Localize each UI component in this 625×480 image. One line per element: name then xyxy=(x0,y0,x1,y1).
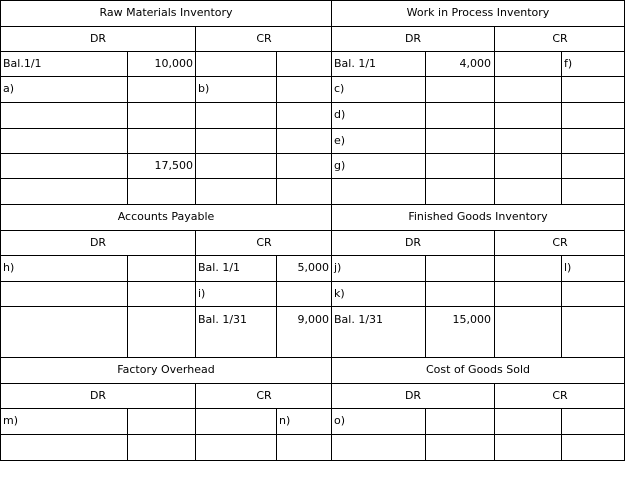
cr-header: CR xyxy=(552,389,568,402)
rule xyxy=(0,178,625,179)
rule xyxy=(494,26,495,204)
cr-entry-label: Bal. 1/31 xyxy=(198,313,248,326)
rule xyxy=(276,408,277,460)
dr-entry-label: Bal. 1/1 xyxy=(334,57,377,70)
rule xyxy=(0,230,625,231)
rule xyxy=(0,0,1,461)
rule xyxy=(276,255,277,357)
dr-entry-amount: 17,500 xyxy=(154,159,193,172)
rule xyxy=(425,408,426,460)
rule xyxy=(561,408,562,460)
rule xyxy=(127,408,128,460)
dr-entry-amount: 15,000 xyxy=(452,313,491,326)
rule xyxy=(0,51,625,52)
dr-entry-label: j) xyxy=(334,261,342,274)
rule xyxy=(0,128,625,129)
cr-entry-amount: 9,000 xyxy=(297,313,329,326)
rule xyxy=(127,51,128,204)
cr-entry-label: b) xyxy=(198,82,210,95)
account-title: Raw Materials Inventory xyxy=(99,6,233,19)
rule xyxy=(0,460,625,461)
cr-header: CR xyxy=(552,236,568,249)
rule xyxy=(331,0,332,461)
cr-entry-label: i) xyxy=(198,287,206,300)
dr-entry-label: g) xyxy=(334,159,346,172)
dr-entry-label: Bal. 1/31 xyxy=(334,313,384,326)
rule xyxy=(195,26,196,204)
cr-entry-label: Bal. 1/1 xyxy=(198,261,241,274)
dr-entry-label: h) xyxy=(3,261,15,274)
rule xyxy=(0,357,625,358)
account-title: Work in Process Inventory xyxy=(406,6,550,19)
rule xyxy=(425,255,426,357)
rule xyxy=(0,408,625,409)
account-title: Finished Goods Inventory xyxy=(408,210,548,223)
rule xyxy=(0,0,625,1)
rule xyxy=(0,255,625,256)
cr-entry-label: n) xyxy=(279,414,291,427)
rule xyxy=(0,281,625,282)
rule xyxy=(494,383,495,460)
rule xyxy=(561,255,562,357)
rule xyxy=(195,383,196,460)
rule xyxy=(0,204,625,205)
rule xyxy=(0,434,625,435)
dr-entry-label: o) xyxy=(334,414,346,427)
dr-header: DR xyxy=(89,389,107,402)
rule xyxy=(0,383,625,384)
dr-header: DR xyxy=(404,236,422,249)
cr-header: CR xyxy=(256,32,272,45)
dr-entry-amount: 10,000 xyxy=(154,57,193,70)
rule xyxy=(127,255,128,357)
dr-entry-label: a) xyxy=(3,82,15,95)
cr-entry-label: f) xyxy=(564,57,573,70)
dr-entry-label: d) xyxy=(334,108,346,121)
dr-header: DR xyxy=(404,389,422,402)
rule xyxy=(494,230,495,357)
rule xyxy=(0,102,625,103)
cr-entry-amount: 5,000 xyxy=(297,261,329,274)
rule xyxy=(0,26,625,27)
dr-header: DR xyxy=(89,32,107,45)
rule xyxy=(0,306,625,307)
account-title: Cost of Goods Sold xyxy=(426,363,530,376)
rule xyxy=(561,51,562,204)
cr-header: CR xyxy=(552,32,568,45)
rule xyxy=(0,153,625,154)
dr-entry-amount: 4,000 xyxy=(459,57,491,70)
rule xyxy=(276,51,277,204)
dr-entry-label: e) xyxy=(334,134,346,147)
rule xyxy=(0,76,625,77)
dr-entry-label: c) xyxy=(334,82,345,95)
rule xyxy=(195,230,196,357)
dr-entry-label: Bal.1/1 xyxy=(3,57,42,70)
dr-entry-label: m) xyxy=(3,414,19,427)
cr-header: CR xyxy=(256,236,272,249)
dr-entry-label: k) xyxy=(334,287,345,300)
cr-entry-label: l) xyxy=(564,261,572,274)
dr-header: DR xyxy=(89,236,107,249)
account-title: Factory Overhead xyxy=(117,363,215,376)
cr-header: CR xyxy=(256,389,272,402)
account-title: Accounts Payable xyxy=(117,210,215,223)
dr-header: DR xyxy=(404,32,422,45)
rule xyxy=(425,51,426,204)
